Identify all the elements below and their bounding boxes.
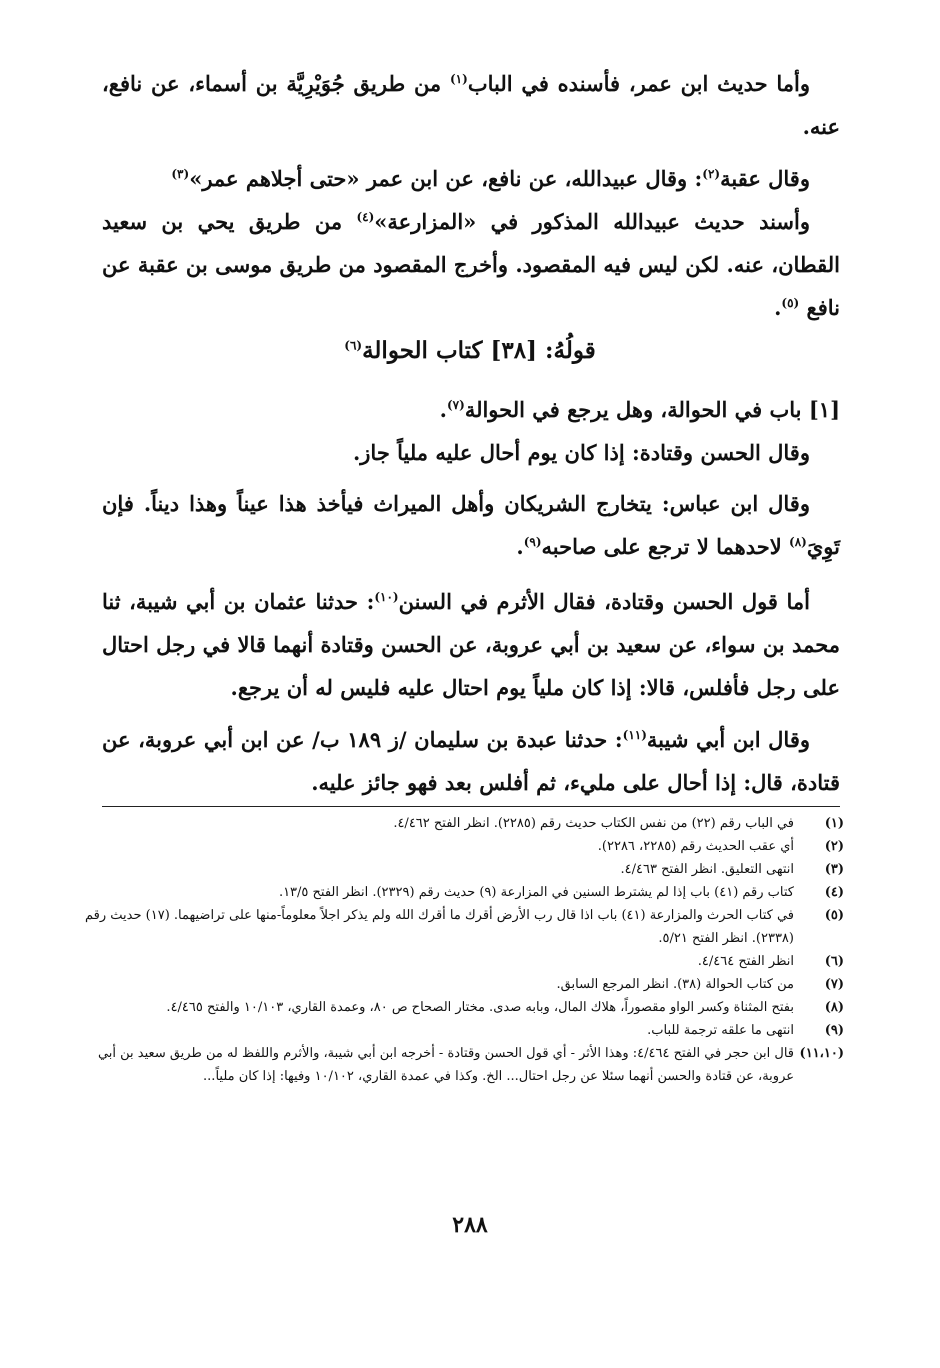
footnote-divider — [102, 806, 840, 807]
paragraph-1-text-b: من طريق جُوَيْرِيَّة بن أسماء، عن نافع، عنه. — [102, 71, 840, 139]
paragraph-4 — [102, 388, 840, 431]
footnote-item — [84, 904, 844, 950]
footnote-ref-6[interactable]: (٦) — [344, 338, 363, 353]
footnote-ref-10[interactable]: (١٠) — [374, 590, 399, 604]
footnote-number: (٨) — [824, 1000, 844, 1015]
footnote-text: في كتاب الحرث والمزارعة (٤١) باب اذا قال رب الأرض أقرك ما أقرك الله ولم يذكر اجلاً معلوماً-منها على تراضيهما. (١٧) حديث رقم (٢٣٣٨). انظر الفتح ٥/٢١. — [85, 908, 794, 946]
main-text-ibn-abbas — [102, 482, 840, 568]
paragraph-8-text-a: وقال ابن أبي شيبة — [646, 727, 810, 752]
footnote-ref-2[interactable]: (٢) — [702, 167, 721, 181]
paragraph-8 — [102, 718, 840, 804]
paragraph-2-text-a: وقال عقبة — [720, 166, 810, 191]
footnote-text: كتاب رقم (٤١) باب إذا لم يشترط السنين في المزارعة (٩) حديث رقم (٢٣٢٩). انظر الفتح ١٣/٥. — [278, 885, 794, 900]
footnote-ref-5[interactable]: (٥) — [781, 296, 800, 310]
footnote-ref-1[interactable]: (١) — [449, 72, 468, 86]
paragraph-6-text-c: . — [516, 534, 524, 559]
chapter-heading — [0, 337, 940, 364]
paragraph-5 — [102, 431, 840, 474]
footnote-number: (١١،١٠) — [799, 1046, 844, 1061]
footnote-ref-11[interactable]: (١١) — [622, 728, 647, 742]
footnote-ref-3[interactable]: (٣) — [171, 167, 190, 181]
footnote-item — [84, 996, 844, 1019]
paragraph-1 — [102, 62, 840, 148]
paragraph-8-text-b: : حدثنا عبدة بن سليمان /ز ١٨٩ ب/ عن ابن أبي عروبة، عن قتادة، قال: إذا أحال على مليء، ثم أفلس بعد فهو جائز عليه. — [102, 727, 840, 795]
footnote-text: من كتاب الحوالة (٣٨). انظر المرجع السابق. — [556, 977, 794, 992]
footnote-number: (٤) — [824, 885, 844, 900]
page-number: ٢٨٨ — [452, 1212, 488, 1238]
main-text-athram — [102, 580, 840, 709]
chapter-heading-text: قولُهُ: [٣٨] كتاب الحوالة — [362, 337, 596, 364]
footnote-item — [84, 858, 844, 881]
footnote-number: (٩) — [824, 1023, 844, 1038]
footnote-text: قال ابن حجر في الفتح ٤/٤٦٤: وهذا الأثر - أي قول الحسن وقتادة - أخرجه ابن أبي شيبة، والأثرم واللفظ له من طريق سعيد بن أبي عروبة، عن قتادة والحسن أنهما سئلا عن رجل احتال... الخ. وكذا في عمدة القاري، ١٠/١٠٢ وفيها: إذا كان ملياً... — [97, 1046, 794, 1084]
footnote-number: (٣) — [824, 862, 844, 877]
footnote-text: بفتح المثناة وكسر الواو مقصوراً، هلاك المال، وبابه صدى. مختار الصحاح ص ٨٠، وعمدة القاري، ١٠/١٠٣ والفتح ٤/٤٦٥. — [166, 1000, 794, 1015]
main-text-top — [102, 62, 840, 148]
footnote-item — [84, 835, 844, 858]
footnote-number: (٢) — [824, 839, 844, 854]
footnotes — [84, 812, 844, 1088]
footnote-number: (١) — [824, 816, 844, 831]
paragraph-6-text-a: وقال ابن عباس: يتخارج الشريكان وأهل الميراث فيأخذ هذا عيناً وهذا ديناً. فإن تَوِيَ — [102, 491, 840, 559]
footnote-text: أي عقب الحديث رقم (٢٢٨٥، ٢٢٨٦). — [597, 839, 794, 854]
paragraph-5-text: وقال الحسن وقتادة: إذا كان يوم أحال عليه ملياً جاز. — [352, 440, 810, 465]
paragraph-7-text-b: : حدثنا عثمان بن أبي شيبة، ثنا محمد بن سواء، عن سعيد بن أبي عروبة، عن الحسن وقتادة أنهما قالا في رجل احتال على رجل فأفلس، قالا: إذا كان ملياً يوم احتال عليه فليس له أن يرجع. — [102, 589, 840, 700]
paragraph-3-text-c: . — [774, 295, 782, 320]
paragraph-7 — [102, 580, 840, 709]
footnote-item — [84, 1042, 844, 1088]
footnote-item — [84, 973, 844, 996]
paragraph-2-text-b: : وقال عبيدالله، عن نافع، عن ابن عمر «حتى أجلاهم عمر» — [189, 166, 703, 191]
paragraph-4-text-a: [١] باب في الحوالة، وهل يرجع في الحوالة — [464, 397, 840, 422]
footnote-number: (٥) — [824, 908, 844, 923]
main-text-chapter — [102, 388, 840, 474]
footnote-text: انظر الفتح ٤/٤٦٤. — [697, 954, 794, 969]
paragraph-1-text-a: وأما حديث ابن عمر، فأسنده في الباب — [467, 71, 810, 96]
paragraph-6-text-b: لاحدهما لا ترجع على صاحبه — [541, 534, 782, 559]
footnote-text: في الباب رقم (٢٢) من نفس الكتاب حديث رقم (٢٢٨٥). انظر الفتح ٤/٤٦٢. — [393, 816, 794, 831]
footnote-item — [84, 881, 844, 904]
footnote-item — [84, 1019, 844, 1042]
main-text-uqba — [102, 157, 840, 329]
footnote-ref-8[interactable]: (٨) — [789, 535, 807, 549]
footnote-text: انتهى التعليق. انظر الفتح ٤/٤٦٣. — [620, 862, 794, 877]
footnote-ref-7[interactable]: (٧) — [446, 398, 465, 412]
footnote-number: (٦) — [824, 954, 844, 969]
paragraph-7-text-a: أما قول الحسن وقتادة، فقال الأثرم في السنن — [398, 589, 810, 614]
paragraph-4-text-b: . — [439, 397, 447, 422]
paragraph-3 — [102, 200, 840, 329]
paragraph-6 — [102, 482, 840, 568]
paragraph-2 — [102, 157, 840, 200]
footnote-item — [84, 950, 844, 973]
footnote-ref-4[interactable]: (٤) — [356, 210, 375, 224]
footnote-text: انتهى ما علقه ترجمة للباب. — [647, 1023, 794, 1038]
paragraph-3-text-a: وأسند حديث عبيدالله المذكور في «المزارعة» — [374, 209, 811, 234]
main-text-ibn-abi-shayba — [102, 718, 840, 804]
footnote-ref-9[interactable]: (٩) — [523, 535, 542, 549]
paragraph-3-text-b: من طريق يحي بن سعيد القطان، عنه. لكن ليس فيه المقصود. وأخرج المقصود من طريق موسى بن عقبة عن نافع — [102, 209, 840, 320]
footnote-item — [84, 812, 844, 835]
footnote-number: (٧) — [824, 977, 844, 992]
